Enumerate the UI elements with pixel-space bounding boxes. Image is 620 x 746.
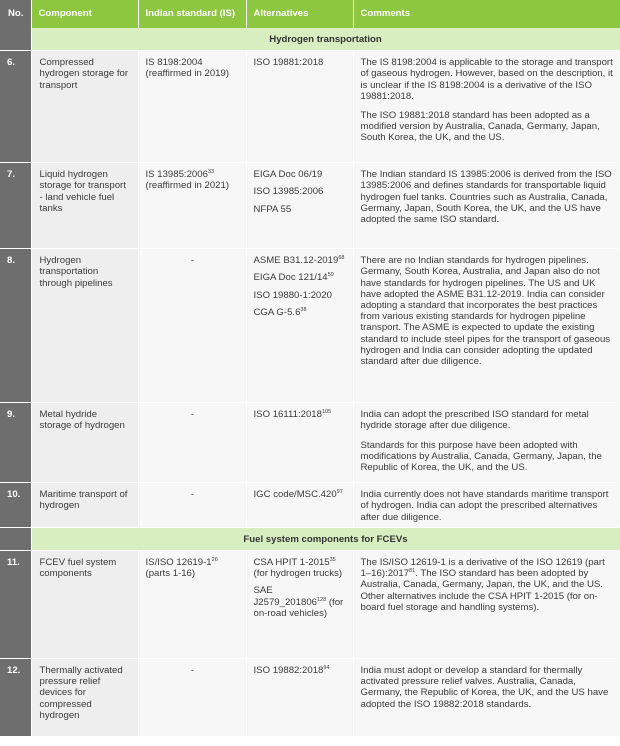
section-row: [0, 527, 620, 550]
comment-paragraph: The ISO 19881:2018 standard has been adopted as a modified version by Australia, Canada, Germany, Japan, South Korea, the UK, and the US.: [360, 110, 600, 144]
alternatives-cell: [246, 483, 353, 528]
alternative-item: ISO 19882:2018$^{94}$: [253, 665, 330, 677]
alternative-item: NFPA 55: [253, 203, 292, 215]
component-cell: Thermally activated pressure relief devices for compressed hydrogen: [31, 659, 138, 737]
indian-standard-cell: IS/ISO $12619-1^{26}$ (parts 1-16): [138, 551, 246, 659]
comments-cell: [353, 403, 620, 483]
alternative-item: ISO 16111:2018$^{105}$: [253, 409, 332, 421]
section-title: Fuel system components for FCEVs: [31, 527, 620, 550]
row-number: 10.: [0, 483, 31, 528]
row-number: 12.: [0, 659, 31, 737]
section-title: Hydrogen transportation: [31, 28, 620, 51]
alternatives-cell: [246, 551, 353, 659]
header-alternatives: Alternatives: [246, 0, 353, 28]
alternative-item: SAE J2579_201806$^{128}$ (for on-road vehicles): [253, 585, 344, 619]
table-row: [0, 483, 620, 528]
alternatives-cell: [246, 403, 353, 483]
indian-standard-cell: IS 8198:2004 (reaffirmed in 2019): [138, 51, 246, 163]
table-row: [0, 403, 620, 483]
table-row: [0, 163, 620, 249]
indian-standard-cell: -: [138, 483, 246, 528]
comments-cell: [353, 483, 620, 528]
alternative-item: CSA HPIT 1-2015$^{35}$ (for hydrogen trucks): [253, 557, 343, 580]
comments-cell: [353, 551, 620, 659]
indian-standard-cell: -: [138, 249, 246, 403]
comments-cell: [353, 51, 620, 163]
component-cell: Liquid hydrogen storage for transport - land vehicle fuel tanks: [31, 163, 138, 249]
table-row: [0, 249, 620, 403]
header-no: No.: [0, 0, 31, 28]
comment-paragraph: The Indian standard IS 13985:2006 is derived from the ISO 13985:2006 and defines standards for transportable liquid hydrogen fuel tanks. Countries such as Australia, Canada, Germany, Japan, South Korea, the UK, and the US have adopted the same ISO standard.: [360, 169, 612, 226]
component-cell: Metal hydride storage of hydrogen: [31, 403, 138, 483]
comment-paragraph: There are no Indian standards for hydrogen pipelines. Germany, South Korea, Australia, and Japan also do not have standards for hydrogen pipelines. The US and UK have adopted the ASME B31.12-2019. India can consider adopting a standard that incorporates the best practices from various existing standards for hydrogen pipeline transport. The ASME is expected to update the existing standard to include steel pipes for the transport of gaseous hydrogen and India can consider adopting the updated standard after due diligence.: [360, 255, 611, 368]
table-row: [0, 51, 620, 163]
row-number: 6.: [0, 51, 31, 163]
indian-standard-cell: -: [138, 403, 246, 483]
row-number: 7.: [0, 163, 31, 249]
indian-standard-cell: IS 13985:2006$^{33}$ (reaffirmed in 2021): [138, 163, 246, 249]
comment-paragraph: India currently does not have standards maritime transport of hydrogen. India can adopt the prescribed alternatives after due diligence.: [360, 489, 609, 523]
comment-paragraph: The IS 8198:2004 is applicable to the storage and transport of gaseous hydrogen. However, based on the description, it is unclear if the IS 8198:2004 is a derivative of the ISO 19881:2018.: [360, 57, 613, 102]
alternative-item: EIGA Doc 06/19: [253, 169, 323, 181]
alternative-item: ASME B31.12-2019$^{68}$: [253, 255, 345, 267]
alternative-item: ISO 19881:2018: [253, 57, 324, 69]
alternative-item: ISO 13985:2006: [253, 186, 324, 198]
section-row: [0, 28, 620, 51]
alternatives-cell: [246, 659, 353, 737]
component-cell: FCEV fuel system components: [31, 551, 138, 659]
alternatives-cell: [246, 51, 353, 163]
comment-paragraph: India can adopt the prescribed ISO standard for metal hydride storage after due diligence.: [360, 409, 589, 432]
alternative-item: ISO 19880-1:2020: [253, 289, 332, 301]
comment-paragraph: The IS/ISO 12619-1 is a derivative of the ISO 12619 (part 1–16):2017$^{81}$. The ISO standard has been adopted by Australia, Canada, Germany, Japan, the UK, and the US. Other alternatives include the CSA HPIT 1-2015 (for on-board fuel storage and handling systems).: [360, 557, 605, 613]
comment-paragraph: Standards for this purpose have been adopted with modifications by Australia, Canada, Germany, Japan, the Republic of Korea, the UK, and the US.: [360, 439, 602, 474]
row-number: 11.: [0, 551, 31, 659]
alternatives-cell: [246, 249, 353, 403]
table-row: [0, 659, 620, 737]
comment-paragraph: India must adopt or develop a standard for thermally activated pressure relief valves. Australia, Canada, Germany, the Republic of Korea, the UK, and the US have adopted the ISO 19882:2018 standards.: [360, 665, 609, 710]
comments-cell: [353, 163, 620, 249]
footnote-sup: 81: [409, 568, 416, 575]
alternative-item: EIGA Doc $121/14^{59}$: [253, 272, 334, 284]
row-number: 9.: [0, 403, 31, 483]
row-number: 8.: [0, 249, 31, 403]
comments-cell: [353, 249, 620, 403]
comments-cell: [353, 659, 620, 737]
indian-standard-cell: -: [138, 659, 246, 737]
header-component: Component: [31, 0, 138, 28]
alternatives-cell: [246, 163, 353, 249]
header-indian-standard: Indian standard (IS): [138, 0, 246, 28]
table-row: [0, 551, 620, 659]
header-comments: Comments: [353, 0, 620, 28]
component-cell: Maritime transport of hydrogen: [31, 483, 138, 528]
component-cell: Hydrogen transportation through pipelines: [31, 249, 138, 403]
alternative-item: IGC code/MSC.420$^{97}$: [253, 489, 343, 501]
alternative-item: CGA $G-5.6^{38}$: [253, 306, 307, 318]
component-cell: Compressed hydrogen storage for transport: [31, 51, 138, 163]
header-row: [0, 0, 620, 28]
